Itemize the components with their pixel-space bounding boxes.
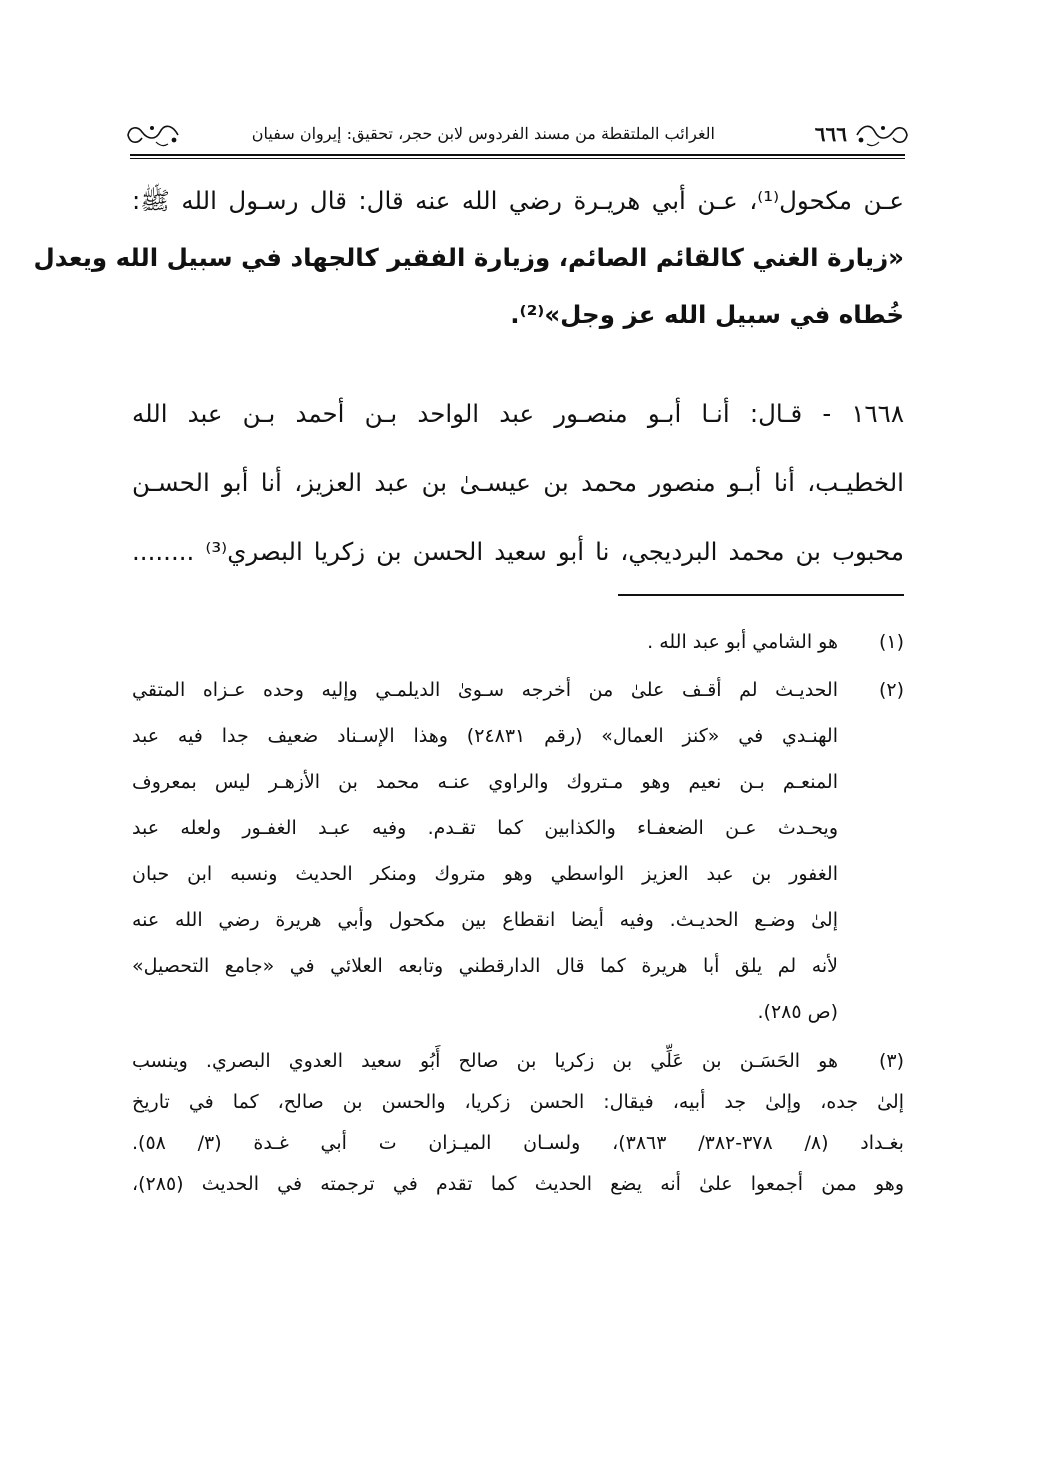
footnote-line: الغفور بن عبد العزيز الواسطي وهو متروك ومنكر الحديث ونسبه ابن حبان xyxy=(132,863,838,885)
footnote-line: (ص ٢٨٥). xyxy=(757,1001,838,1023)
footnote-line: بغـداد (٨/ ٣٧٨-٣٨٢/ ٣٨٦٣)، ولسـان الميـزان ت أبي غـدة (٣/ ٥٨). xyxy=(132,1132,904,1154)
footnote-line: المنعـم بـن نعيم وهو مـتروك والراوي عنـه محمد بن الأزهـر ليس بمعروف xyxy=(132,771,838,793)
hadith-text-line: «زيارة الغني كالقائم الصائم، وزيارة الفقير كالجهاد في سبيل الله ويعدل xyxy=(33,243,904,272)
footnote-line: إلىٰ جده، وإلىٰ جد أبيه، فيقال: الحسن زكريا، والحسن بن صالح، كما في تاريخ xyxy=(132,1091,904,1113)
footnote-line: ويحـدث عـن الضعفـاء والكذابين كما تقـدم. وفيه عبـد الغفـور ولعله عبد xyxy=(132,817,838,839)
footnote-marker: (١) xyxy=(878,631,904,653)
footnote-marker: (٣) xyxy=(878,1050,904,1072)
footnotes xyxy=(132,619,904,1205)
running-header xyxy=(130,116,905,156)
footnote-3 xyxy=(132,1041,904,1205)
footnote-line: وهو ممن أجمعوا علىٰ أنه يضع الحديث كما تقدم في ترجمته في الحديث (٢٨٥)، xyxy=(132,1173,904,1195)
footnote-line: هو الحَسَـن بن عَلِّي بن زكريا بن صالح أَبُو سعيد العدوي البصري. وينسب xyxy=(132,1050,838,1072)
ornament-icon xyxy=(853,120,911,150)
main-text xyxy=(33,172,904,586)
text-line: محبوب بن محمد البرديجي، نا أبو سعيد الحسن بن زكريا البصري⁽³⁾ ........ xyxy=(132,537,904,566)
footnote-separator xyxy=(618,594,904,596)
text-line: ١٦٦٨ - قـال: أنـا أبـو منصـور عبد الواحد بـن أحمد بـن عبد الله xyxy=(132,399,904,428)
isnad-paragraph xyxy=(132,379,904,586)
footnote-line: الهنـدي في «كنز العمال» (رقم ٢٤٨٣١) وهذا الإسـناد ضعيف جدا فيه عبد xyxy=(132,725,838,747)
text-line: الخطيـب، أنا أبـو منصور محمد بن عيسـىٰ بن عبد العزيز، أنا أبو الحسـن xyxy=(132,468,904,497)
ornament-icon xyxy=(124,120,182,150)
header-rule xyxy=(130,154,905,156)
footnote-line: إلىٰ وضـع الحديـث. وفيه أيضا انقطاع بين مكحول وأبي هريرة رضي الله عنه xyxy=(132,909,838,931)
footnote-1 xyxy=(132,619,904,665)
footnote-marker: (٢) xyxy=(878,679,904,701)
text-line: عـن مكحول⁽¹⁾، عـن أبي هريـرة رضي الله عنه قال: قال رسـول الله ﷺ: xyxy=(132,186,904,215)
header-title: الغرائب الملتقطة من مسند الفردوس لابن حجر، تحقيق: إيروان سفيان xyxy=(251,124,715,143)
footnote-2 xyxy=(132,667,904,1035)
hadith-text-line: خُطاه في سبيل الله عز وجل»⁽²⁾. xyxy=(510,300,904,329)
header-rule-thin xyxy=(130,158,905,159)
footnote-line: هو الشامي أبو عبد الله . xyxy=(647,631,838,653)
footnote-line: الحديـث لم أقـف علىٰ من أخرجه سـوىٰ الديلمـي وإليه وحده عـزاه المتقي xyxy=(132,679,838,701)
page-number: ٦٦٦ xyxy=(814,122,847,146)
footnote-line: لأنه لم يلق أبا هريرة كما قال الدارقطني وتابعه العلائي في «جامع التحصيل» xyxy=(132,955,838,977)
hadith-paragraph xyxy=(33,172,904,343)
